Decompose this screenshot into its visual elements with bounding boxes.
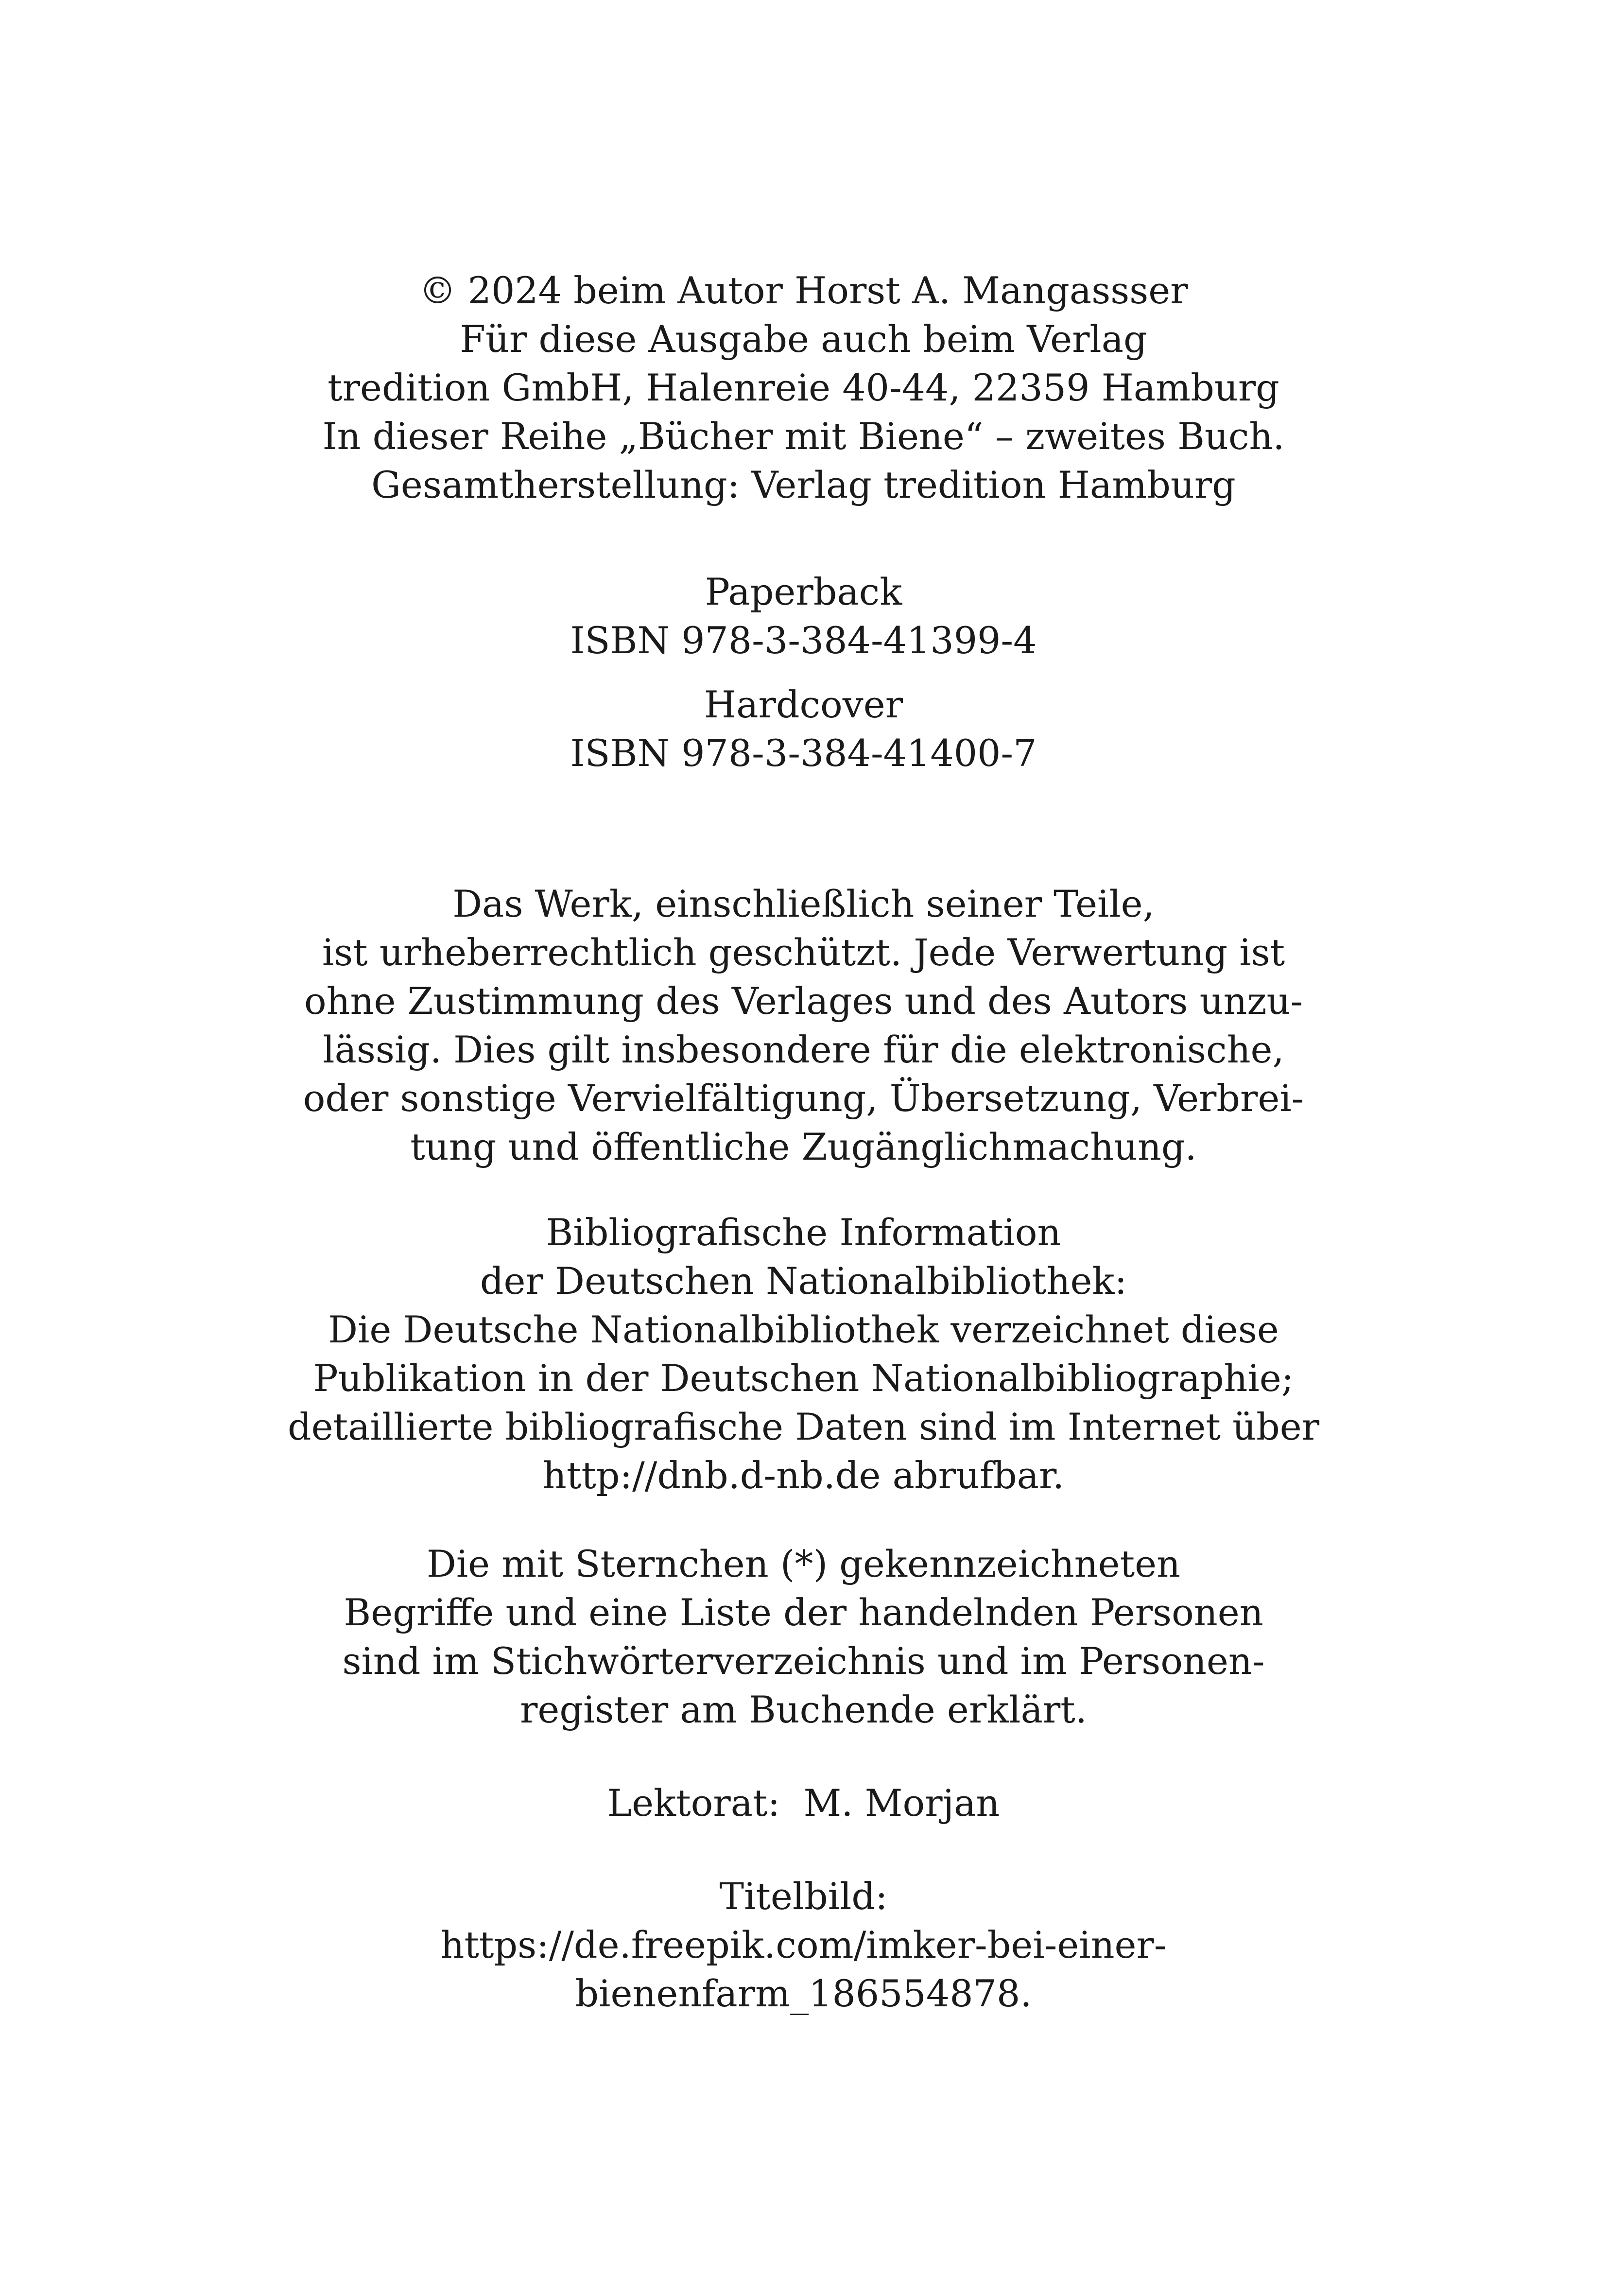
bibliographic-line: Bibliografische Information	[546, 1211, 1061, 1254]
bibliographic-line: detaillierte bibliografische Daten sind im Internet über	[287, 1405, 1320, 1448]
edition-format-paperback: Paperback	[705, 570, 902, 613]
glossary-note-line: Begriffe und eine Liste der handelnden Personen	[344, 1591, 1263, 1634]
rights-line: Das Werk, einschließlich seiner Teile,	[452, 882, 1155, 925]
edition-format-hardcover: Hardcover	[704, 683, 903, 726]
rights-line: tung und öffentliche Zugänglichmachung.	[410, 1125, 1197, 1168]
rights-line: ist urheberrechtlich geschützt. Jede Verwertung ist	[322, 931, 1285, 974]
glossary-note-line: Die mit Sternchen (*) gekennzeichneten	[426, 1542, 1181, 1585]
glossary-note-line: register am Buchende erklärt.	[520, 1688, 1087, 1731]
rights-line: ohne Zustimmung des Verlages und des Autors unzu-	[304, 979, 1303, 1023]
bibliographic-line: der Deutschen Nationalbibliothek:	[480, 1259, 1127, 1303]
rights-line: oder sonstige Vervielfältigung, Übersetzung, Verbrei-	[303, 1077, 1304, 1120]
dnb-url-line: http://dnb.d-nb.de abrufbar.	[542, 1454, 1065, 1497]
cover-image-label: Titelbild:	[719, 1875, 888, 1918]
editor-line: Lektorat: M. Morjan	[607, 1781, 1000, 1825]
bibliographic-line: Publikation in der Deutschen Nationalbibliographie;	[313, 1357, 1294, 1400]
production-line: Gesamtherstellung: Verlag tredition Hamburg	[371, 463, 1236, 506]
copyright-line: © 2024 beim Autor Horst A. Mangassser	[419, 269, 1188, 312]
glossary-note-line: sind im Stichwörterverzeichnis und im Personen-	[342, 1639, 1265, 1683]
isbn-paperback: ISBN 978-3-384-41399-4	[570, 619, 1037, 662]
cover-image-url: https://de.freepik.com/imker-bei-einer-	[440, 1923, 1167, 1966]
rights-line: lässig. Dies gilt insbesondere für die elektronische,	[323, 1028, 1284, 1071]
series-line: In dieser Reihe „Bücher mit Biene“ – zweites Buch.	[322, 415, 1285, 458]
publisher-address-line: tredition GmbH, Halenreie 40-44, 22359 Hamburg	[328, 366, 1279, 409]
isbn-hardcover: ISBN 978-3-384-41400-7	[570, 731, 1037, 775]
publisher-line: Für diese Ausgabe auch beim Verlag	[460, 317, 1147, 361]
cover-image-url: bienenfarm_186554878.	[575, 1972, 1032, 2015]
bibliographic-line: Die Deutsche Nationalbibliothek verzeichnet diese	[328, 1308, 1279, 1351]
